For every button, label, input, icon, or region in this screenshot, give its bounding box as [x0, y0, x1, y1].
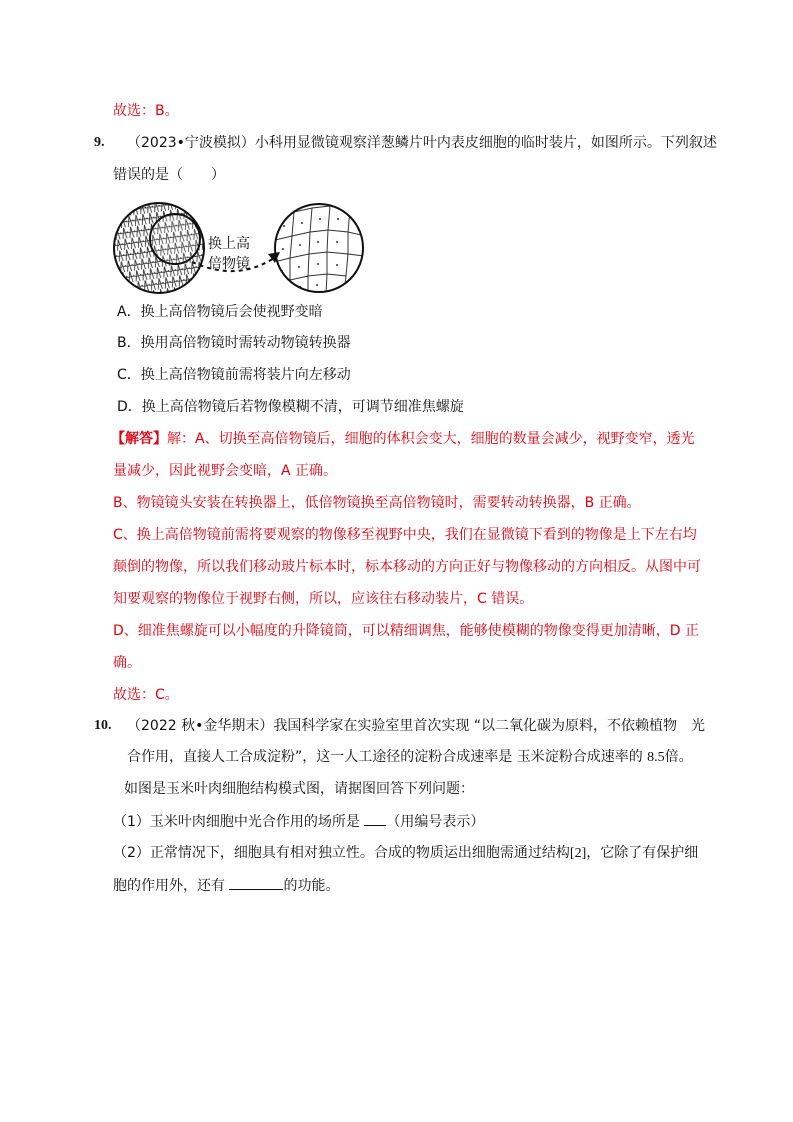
answer-line-8: 确。 — [113, 655, 141, 671]
high-power-view — [274, 206, 364, 298]
answer-line-4: C、换上高倍物镜前需将要观察的物像移至视野中央，我们在显微镜下看到的物像是上下左右均 — [113, 527, 697, 543]
sub-question-2-line1: （2）正常情况下，细胞具有相对独立性。合成的物质运出细胞需通过结构[2]，它除了有保护细 — [113, 845, 699, 861]
figure-label-line1: 换上高 — [208, 236, 250, 252]
answer-line-1: 【解答】解：A、切换至高倍物镜后，细胞的体积会变大，细胞的数量会减少，视野变窄，透光 — [111, 431, 695, 447]
question-10-stem-line2: 合作用，直接人工合成淀粉”，这一人工途径的淀粉合成速率是 玉米淀粉合成速率的 8.5倍。 — [127, 749, 693, 765]
question-10-number: 10. — [94, 718, 112, 733]
question-10-source: （2022 秋•金华期末） — [127, 718, 274, 734]
sub-question-2-line2: 胞的作用外，还有 的功能。 — [113, 875, 339, 896]
question-9-source: （2023•宁波模拟） — [127, 135, 255, 151]
answer-line-6: 知要观察的物像位于视野右侧，所以，应该往右移动装片，C 错误。 — [113, 591, 534, 607]
previous-answer: 故选：B。 — [113, 103, 179, 119]
question-9-stem-line1: （2023•宁波模拟）小科用显微镜观察洋葱鳞片叶内表皮细胞的临时装片，如图所示。下列叙述 — [127, 135, 717, 151]
answer-line-7: D、细准焦螺旋可以小幅度的升降镜筒，可以精细调焦，能够使模糊的物像变得更加清晰，D 正 — [113, 623, 700, 639]
option-a: A．换上高倍物镜后会使视野变暗 — [117, 304, 323, 320]
question-10-stem-line3: 如图是玉米叶肉细胞结构模式图，请据图回答下列问题： — [124, 781, 474, 797]
option-c: C．换上高倍物镜前需将装片向左移动 — [117, 367, 351, 383]
answer-line-5: 颠倒的物像，所以我们移动玻片标本时，标本移动的方向正好与物像移动的方向相反。从图中可 — [113, 559, 701, 575]
answer-blank-1[interactable] — [364, 811, 386, 826]
question-9-stem-line2: 错误的是（ ） — [113, 167, 225, 183]
sub-question-1: （1）玉米叶肉细胞中光合作用的场所是 （用编号表示） — [113, 811, 484, 832]
answer-line-2: 量减少，因此视野会变暗，A 正确。 — [113, 463, 338, 479]
microscope-figure — [112, 196, 364, 300]
option-b: B．换用高倍物镜时需转动物镜转换器 — [117, 335, 351, 351]
question-10-stem-line1: （2022 秋•金华期末）我国科学家在实验室里首次实现 “以二氧化碳为原料，不依赖植物 光 — [127, 718, 706, 734]
figure-label-line2: 倍物镜 — [208, 256, 250, 272]
low-power-view — [112, 196, 212, 300]
answer-tag: 【解答】 — [111, 431, 167, 447]
final-answer: 故选：C。 — [113, 687, 179, 703]
answer-blank-2[interactable] — [229, 875, 283, 890]
answer-line-3: B、物镜镜头安装在转换器上，低倍物镜换至高倍物镜时，需要转动转换器，B 正确。 — [113, 495, 641, 511]
option-d: D．换上高倍物镜后若物像模糊不清，可调节细准焦螺旋 — [117, 399, 464, 415]
question-9-number: 9. — [94, 135, 105, 150]
